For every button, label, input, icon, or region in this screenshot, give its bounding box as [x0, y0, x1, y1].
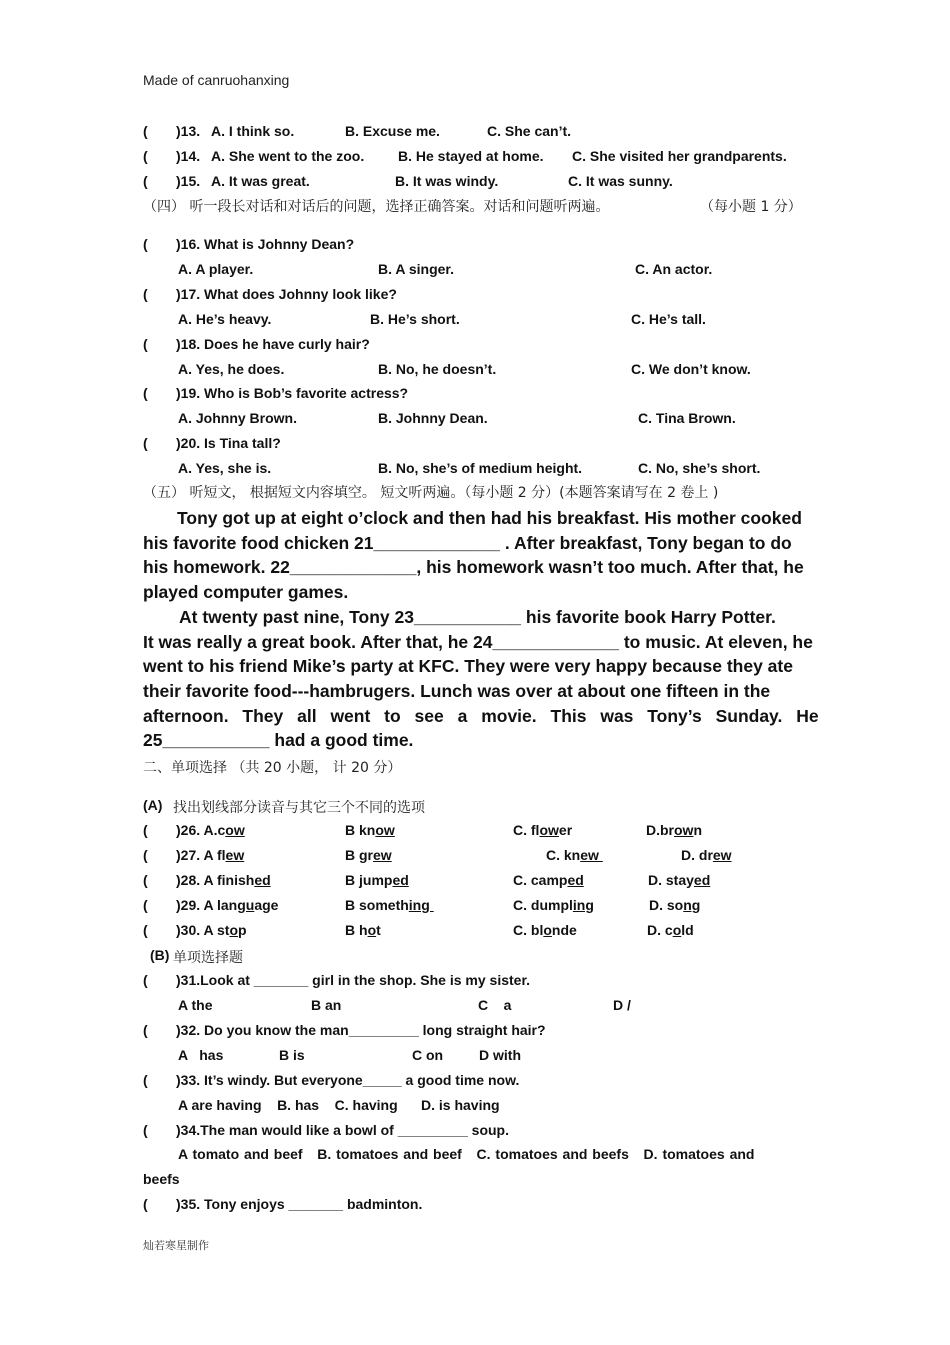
question-stem: )35. Tony enjoys _______ badminton.	[176, 1196, 423, 1212]
section-4-title: （四） 听一段长对话和对话后的问题，选择正确答案。对话和问题听两遍。	[143, 199, 610, 215]
part-b-label: (B)	[150, 947, 170, 963]
question-stem: )17. What does Johnny look like?	[176, 286, 397, 302]
question-stem: )32. Do you know the man_________ long straight hair?	[176, 1022, 546, 1038]
option-a: )28. A finished	[176, 872, 271, 888]
passage-line: played computer games.	[143, 582, 349, 603]
option-b: B. He stayed at home.	[398, 148, 544, 164]
answer-paren: (	[143, 922, 148, 938]
question-stem: )19. Who is Bob’s favorite actress?	[176, 385, 409, 401]
option-d: D. cold	[647, 922, 694, 938]
option-b: B is	[279, 1047, 305, 1063]
option-a: A. She went to the zoo.	[211, 148, 365, 164]
question-number: )15.	[176, 173, 201, 189]
option-a: A. He’s heavy.	[178, 311, 272, 327]
question-stem: )34.The man would like a bowl of _________ soup.	[176, 1122, 509, 1138]
option-a: A has	[178, 1047, 224, 1063]
option-a: A. I think so.	[211, 123, 295, 139]
option-a: )30. A stop	[176, 922, 247, 938]
answer-paren: (	[143, 385, 148, 401]
passage-line: It was really a great book. After that, he 24_____________ to music. At eleven, he	[143, 631, 813, 652]
question-stem: )16. What is Johnny Dean?	[176, 236, 355, 252]
option-b: B. It was windy.	[395, 173, 499, 189]
option-a: A the	[178, 997, 213, 1013]
option-c: C. knew	[546, 847, 603, 863]
option-a: A. Yes, she is.	[178, 460, 272, 476]
answer-paren: (	[143, 847, 148, 863]
passage-line: their favorite food---hambrugers. Lunch was over at about one fifteen in the	[143, 680, 771, 701]
reading-passage	[143, 506, 831, 753]
question-stem: )20. Is Tina tall?	[176, 435, 281, 451]
option-a: )29. A language	[176, 897, 279, 913]
answer-paren: (	[143, 872, 148, 888]
part-a-title: 找出划线部分读音与其它三个不同的选项	[173, 800, 425, 816]
option-c: C. dumpling	[513, 897, 594, 913]
page-header: Made of canruohanxing	[143, 72, 290, 88]
option-a: A. A player.	[178, 261, 254, 277]
option-b: B. No, she’s of medium height.	[378, 460, 583, 476]
option-a: A. Johnny Brown.	[178, 410, 297, 426]
option-b: B. Excuse me.	[345, 123, 440, 139]
passage-line: Tony got up at eight o’clock and then had his breakfast. His mother cooked	[177, 508, 802, 528]
option-c: C. flower	[513, 822, 573, 838]
option-d: D. drew	[681, 847, 732, 863]
option-d: D.brown	[646, 822, 703, 838]
option-c: C. He’s tall.	[631, 311, 706, 327]
option-c: C. camped	[513, 872, 584, 888]
option-c: C on	[412, 1047, 444, 1063]
option-d: D. song	[649, 897, 701, 913]
option-d: D with	[479, 1047, 521, 1063]
answer-paren: (	[143, 148, 148, 164]
option-b: B know	[345, 822, 395, 838]
answer-paren: (	[143, 123, 148, 139]
option-c: C. blonde	[513, 922, 577, 938]
answer-paren: (	[143, 1072, 148, 1088]
option-d: D /	[613, 997, 631, 1013]
passage-line: 25___________ had a good time.	[143, 730, 414, 751]
passage-line: his favorite food chicken 21_____________ . After breakfast, Tony began to do	[143, 532, 792, 553]
question-number: )13.	[176, 123, 201, 139]
answer-paren: (	[143, 1196, 148, 1212]
passage-line: At twenty past nine, Tony 23___________ his favorite book Harry Potter.	[179, 606, 776, 627]
options: A are having B. has C. having D. is having	[178, 1097, 500, 1113]
option-b: B. A singer.	[378, 261, 454, 277]
option-a: )26. A.cow	[176, 822, 245, 838]
option-b: B something	[345, 897, 434, 913]
answer-paren: (	[143, 1022, 148, 1038]
option-c: C. She can’t.	[487, 123, 572, 139]
option-c: C. We don’t know.	[631, 361, 751, 377]
option-b: B an	[311, 997, 342, 1013]
option-b: B. He’s short.	[370, 311, 460, 327]
option-b: B. Johnny Dean.	[378, 410, 488, 426]
passage-line: afternoon. They all went to see a movie. This was Tony’s Sunday. He	[143, 705, 819, 726]
passage-line: his homework. 22_____________, his homework wasn’t too much. After that, he	[143, 557, 804, 578]
part-a-label: (A)	[143, 797, 163, 813]
answer-paren: (	[143, 972, 148, 988]
answer-paren: (	[143, 173, 148, 189]
option-b: B. No, he doesn’t.	[378, 361, 497, 377]
answer-paren: (	[143, 1122, 148, 1138]
option-d: D. stayed	[648, 872, 711, 888]
option-a: A. Yes, he does.	[178, 361, 285, 377]
answer-paren: (	[143, 822, 148, 838]
option-b: B jumped	[345, 872, 409, 888]
answer-paren: (	[143, 236, 148, 252]
option-c: C. Tina Brown.	[638, 410, 736, 426]
options: A tomato and beef B. tomatoes and beef C. tomatoes and beefs D. tomatoes and	[178, 1146, 755, 1162]
option-b: B hot	[345, 922, 381, 938]
question-stem: )33. It’s windy. But everyone_____ a good time now.	[176, 1072, 520, 1088]
option-c: C. It was sunny.	[568, 173, 673, 189]
section-4-score: （每小题 1 分）	[700, 199, 802, 215]
question-number: )14.	[176, 148, 201, 164]
option-c: C. She visited her grandparents.	[572, 148, 787, 164]
options-continued: beefs	[143, 1171, 180, 1187]
option-c: C. An actor.	[635, 261, 713, 277]
question-stem: )31.Look at _______ girl in the shop. She is my sister.	[176, 972, 531, 988]
option-c: C. No, she’s short.	[638, 460, 761, 476]
option-a: A. It was great.	[211, 173, 310, 189]
question-stem: )18. Does he have curly hair?	[176, 336, 370, 352]
page-footer: 灿若寒星制作	[143, 1239, 209, 1252]
option-b: B grew	[345, 847, 392, 863]
option-c: C a	[478, 997, 512, 1013]
answer-paren: (	[143, 897, 148, 913]
answer-paren: (	[143, 435, 148, 451]
answer-paren: (	[143, 336, 148, 352]
answer-paren: (	[143, 286, 148, 302]
part-2-title: 二、单项选择 （共 20 小题， 计 20 分）	[143, 760, 402, 776]
option-a: )27. A flew	[176, 847, 245, 863]
part-b-title: 单项选择题	[173, 950, 243, 966]
passage-line: went to his friend Mike’s party at KFC. They were very happy because they ate	[143, 656, 793, 677]
section-5-title: （五） 听短文， 根据短文内容填空。 短文听两遍。（每小题 2 分）(本题答案请写在 2 卷上 )	[143, 485, 719, 501]
